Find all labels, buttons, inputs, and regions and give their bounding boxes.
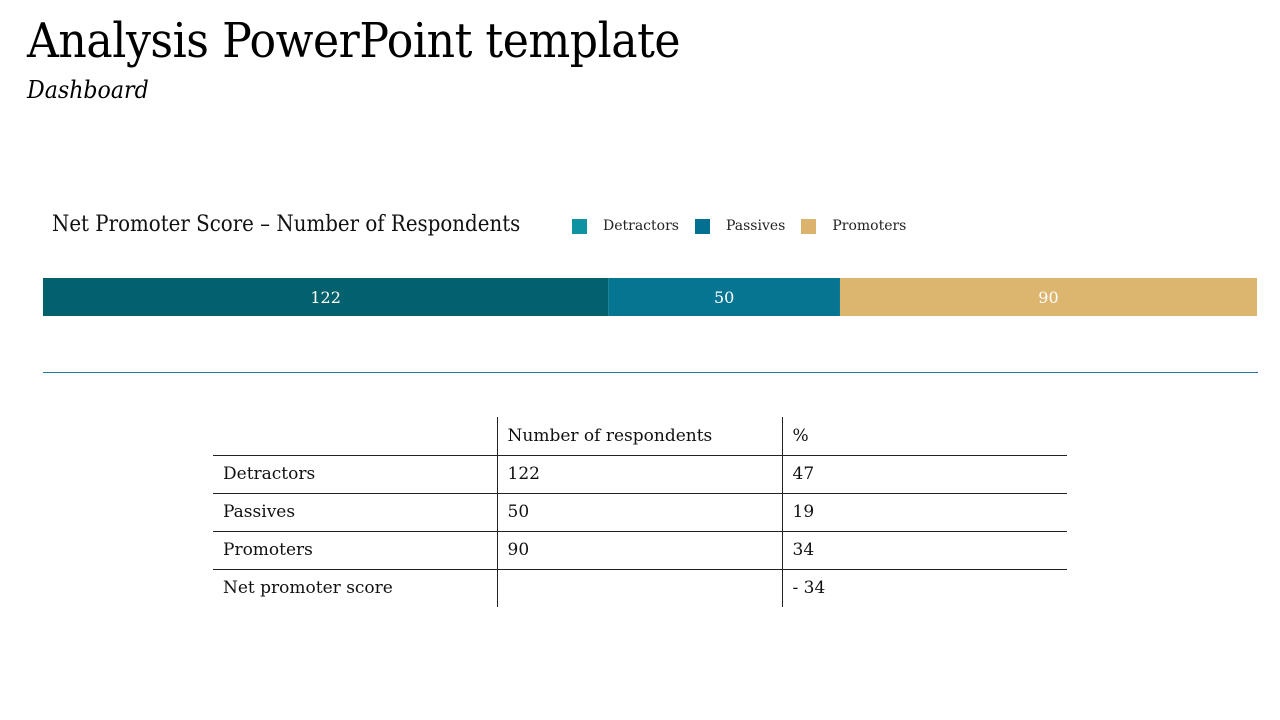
chart-title: Net Promoter Score – Number of Respondents [52,212,521,237]
table-header-row [213,417,1067,455]
table-row [213,455,1067,493]
slide-subtitle: Dashboard [27,76,149,104]
row-count-detractors: 122 [497,455,782,493]
slide-title: Analysis PowerPoint template [27,13,681,69]
row-label-passives: Passives [213,493,497,531]
stacked-bar-chart [0,0,1280,340]
row-count-promoters: 90 [497,531,782,569]
table-row [213,493,1067,531]
legend-label-detractors: Detractors [603,218,679,234]
row-label-detractors: Detractors [213,455,497,493]
row-label-promoters: Promoters [213,531,497,569]
table-header-count: Number of respondents [497,417,782,455]
row-pct-passives: 19 [782,493,1067,531]
table-header-blank [213,417,497,455]
table-row [213,569,1067,607]
legend-label-promoters: Promoters [832,218,907,234]
row-pct-promoters: 34 [782,531,1067,569]
nps-table [213,417,1067,607]
row-pct-detractors: 47 [782,455,1067,493]
row-label-nps: Net promoter score [213,569,497,607]
row-count-passives: 50 [497,493,782,531]
divider-line [43,372,1258,373]
table-header-pct: % [782,417,1067,455]
bar-label-promoters: 90 [1038,288,1059,307]
bar-label-detractors: 122 [310,288,341,307]
bar-label-passives: 50 [713,288,735,307]
row-pct-nps: - 34 [782,569,1067,607]
table-row [213,531,1067,569]
legend-label-passives: Passives [725,218,786,234]
row-count-nps [497,569,782,607]
